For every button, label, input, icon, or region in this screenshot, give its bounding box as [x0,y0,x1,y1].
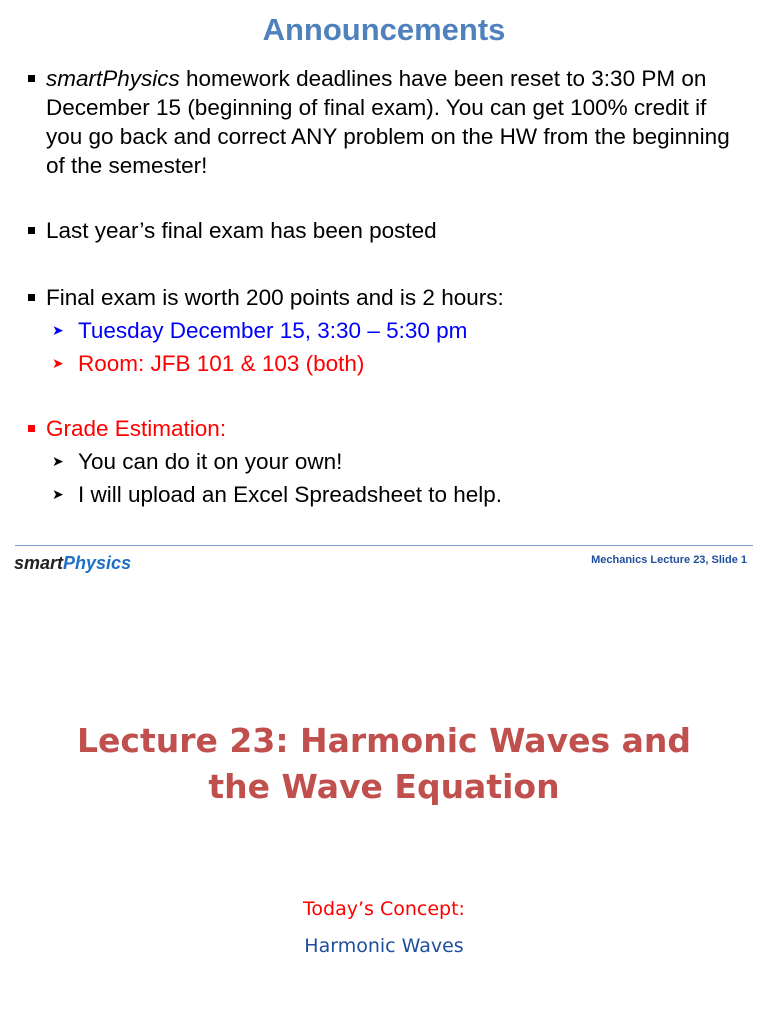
sub-bullet-text: I will upload an Excel Spreadsheet to help. [78,482,503,507]
bullet-text: Last year’s final exam has been posted [46,218,437,243]
sub-bullet-own [22,447,732,476]
square-bullet-icon [28,425,35,432]
sub-bullet-exam-room [22,349,732,378]
concept-name: Harmonic Waves [304,935,464,957]
sub-bullet-spreadsheet [22,480,732,509]
sub-bullet-exam-date [22,316,732,345]
bullet-homework-deadline [22,64,732,180]
lecture-title [0,718,768,810]
bullet-grade-estimation [22,414,732,443]
announcement-list [22,64,732,509]
arrow-bullet-icon: ➤ [52,322,64,338]
arrow-bullet-icon: ➤ [52,355,64,371]
sub-bullet-text: Room: JFB 101 & 103 (both) [78,351,365,376]
slide-title: Announcements [262,12,506,47]
arrow-bullet-icon: ➤ [52,486,64,502]
sub-bullet-text: Tuesday December 15, 3:30 – 5:30 pm [78,318,468,343]
footer-divider [15,545,753,546]
lecture-title-line2: the Wave Equation [208,767,560,806]
smartphysics-emphasis: smartPhysics [46,66,180,91]
bullet-text: homework deadlines have been reset to 3:30 PM on December 15 (beginning of final exam). You can get 100% credit if you go back and correct ANY problem on the HW from the beginning of the semester! [46,66,730,178]
slide-footer: Mechanics Lecture 23, Slide 1 [591,554,747,566]
bullet-text: Final exam is worth 200 points and is 2 hours: [46,285,504,310]
sub-bullet-text: You can do it on your own! [78,449,343,474]
bullet-text: Grade Estimation: [46,416,227,441]
concept-label: Today’s Concept: [303,898,465,920]
bullet-final-exam-posted [22,216,732,245]
square-bullet-icon [28,294,35,301]
smartphysics-logo: smartPhysics [14,553,132,573]
square-bullet-icon [28,227,35,234]
lecture-title-line1: Lecture 23: Harmonic Waves and [77,721,691,760]
slide-lecture-title [0,640,768,1024]
bullet-final-exam-info [22,283,732,312]
arrow-bullet-icon: ➤ [52,453,64,469]
square-bullet-icon [28,75,35,82]
